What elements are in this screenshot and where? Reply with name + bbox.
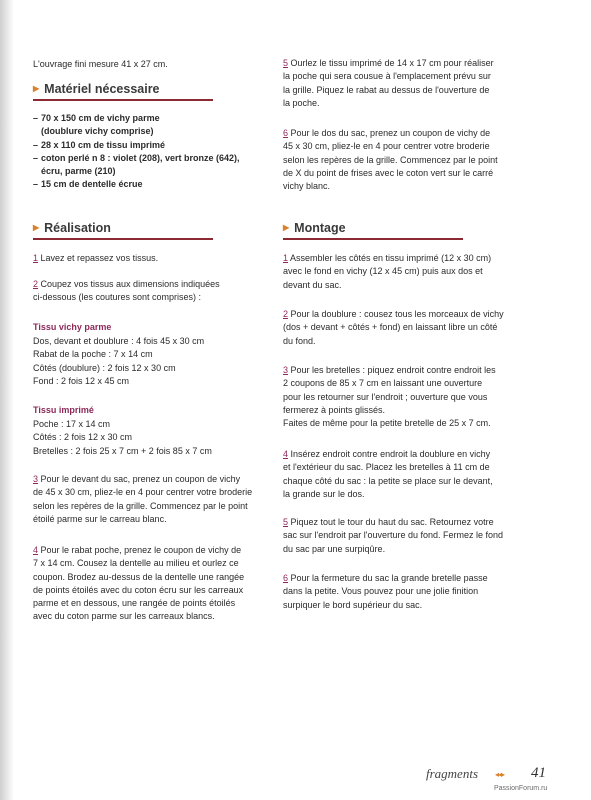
step-number: 6	[283, 128, 289, 138]
triangle-bullet-icon: ▶	[33, 223, 40, 232]
step-number: 1	[283, 253, 289, 263]
montage-step-2	[283, 308, 523, 348]
binding-shadow	[0, 0, 14, 800]
triangle-bullet-icon: ▶	[283, 223, 290, 232]
step-text: Pour la doublure : cousez tous les morceaux de vichy (dos + devant + côtés + fond) en laissant libre un côté du fond.	[283, 309, 504, 346]
step-text: Insérez endroit contre endroit la doublure en vichy et l'extérieur du sac. Placez les bretelles à 11 cm de chaque côté du sac : la petite se place sur le devant, la grande sur le dos.	[283, 449, 493, 499]
step-number: 4	[33, 545, 39, 555]
step-text: Pour la fermeture du sac la grande bretelle passe dans la petite. Vous pouvez pour une jolie finition surpiquer le bord supérieur du sac.	[283, 573, 488, 610]
materiel-heading	[33, 82, 160, 96]
step-4	[33, 544, 278, 624]
section-rule	[33, 99, 213, 101]
list-item: – 28 x 110 cm de tissu imprimé	[33, 139, 278, 152]
imprime-cut-list: Poche : 17 x 14 cm Côtés : 2 fois 12 x 30 cm Bretelles : 2 fois 25 x 7 cm + 2 fois 85 x 7 cm	[33, 419, 212, 456]
step-text: Lavez et repassez vos tissus.	[38, 253, 159, 263]
intro-text: L'ouvrage fini mesure 41 x 27 cm.	[33, 59, 168, 69]
vichy-cut-list: Dos, devant et doublure : 4 fois 45 x 30 cm Rabat de la poche : 7 x 14 cm Côtés (doublure) : 2 fois 12 x 30 cm Fond : 2 fois 12 x 45 cm	[33, 336, 205, 386]
montage-step-5	[283, 516, 523, 556]
step-number: 3	[33, 474, 39, 484]
step-6	[283, 127, 523, 193]
materials-list	[33, 112, 278, 192]
montage-heading-label: Montage	[294, 221, 346, 235]
step-number: 1	[33, 253, 39, 263]
step-text: Pour le rabat poche, prenez le coupon de vichy de 7 x 14 cm. Cousez la dentelle au milieu et ourlez ce coupon. Brodez au-dessus de la dentelle une rangée de points étoilés avec du coton écru sur les carreaux parme et en dessous, une rangée de points étoilés avec du coton parme sur les carreaux blancs.	[33, 545, 245, 622]
step-text: Piquez tout le tour du haut du sac. Retournez votre sac sur l'endroit par l'ouverture du fond. Fermez le fond du sac par une surpiqûre.	[283, 517, 504, 554]
step-number: 3	[283, 365, 289, 375]
step-text: Pour le devant du sac, prenez un coupon de vichy de 45 x 30 cm, pliez-le en 4 pour centrer votre broderie selon les repères de la grille. Commencez par le point étoilé parme sur le carreau blanc.	[33, 474, 253, 524]
step-text: Assembler les côtés en tissu imprimé (12 x 30 cm) avec le fond en vichy (12 x 45 cm) puis aux dos et devant du sac.	[283, 253, 492, 290]
realisation-heading	[33, 221, 111, 235]
list-item: – coton perlé n 8 : violet (208), vert bronze (642), écru, parme (210)	[33, 152, 278, 179]
montage-heading	[283, 221, 346, 235]
step-number: 4	[283, 449, 289, 459]
step-text: Pour les bretelles : piquez endroit contre endroit les 2 coupons de 85 x 7 cm en laissant une ouverture pour les retourner sur l'endroit ; ouverture que vous fermerez à points glissés. Faites de même pour la petite bretelle de 25 x 7 cm.	[283, 365, 496, 429]
step-number: 5	[283, 58, 289, 68]
step-text: Ourlez le tissu imprimé de 14 x 17 cm pour réaliser la poche qui sera cousue à l'emplacement prévu sur la grille. Piquez le rabat au dessus de l'ouverture de la poche.	[283, 58, 494, 108]
watermark: PassionForum.ru	[494, 785, 548, 792]
footer-brand: fragments	[426, 766, 478, 781]
list-item: – 70 x 150 cm de vichy parme (doublure vichy comprise)	[33, 112, 278, 139]
montage-step-3	[283, 364, 523, 430]
list-item: – 15 cm de dentelle écrue	[33, 178, 278, 191]
section-rule	[283, 238, 463, 240]
page-number: 41	[531, 765, 546, 781]
step-text: Coupez vos tissus aux dimensions indiquées ci-dessous (les coutures sont comprises) :	[33, 279, 220, 303]
montage-step-4	[283, 448, 523, 501]
materiel-heading-label: Matériel nécessaire	[44, 82, 160, 96]
imprime-subheading: Tissu imprimé	[33, 405, 94, 415]
montage-step-1	[283, 252, 523, 292]
step-number: 5	[283, 517, 289, 527]
step-number: 2	[283, 309, 289, 319]
step-number: 2	[33, 279, 39, 289]
realisation-heading-label: Réalisation	[44, 221, 111, 235]
step-2	[33, 278, 278, 305]
montage-step-6	[283, 572, 523, 612]
step-number: 6	[283, 573, 289, 583]
step-3	[33, 473, 278, 526]
vichy-subheading: Tissu vichy parme	[33, 322, 112, 332]
section-rule	[33, 238, 213, 240]
step-5	[283, 57, 523, 110]
step-text: Pour le dos du sac, prenez un coupon de vichy de 45 x 30 cm, pliez-le en 4 pour centrer votre broderie selon les repères de la grille. Commencez par le point de X du point de frises avec le coton vert sur le carré vichy blanc.	[283, 128, 498, 192]
footer-arrows-icon: ◂◂▸	[495, 770, 505, 779]
triangle-bullet-icon: ▶	[33, 84, 40, 93]
step-1	[33, 252, 273, 265]
